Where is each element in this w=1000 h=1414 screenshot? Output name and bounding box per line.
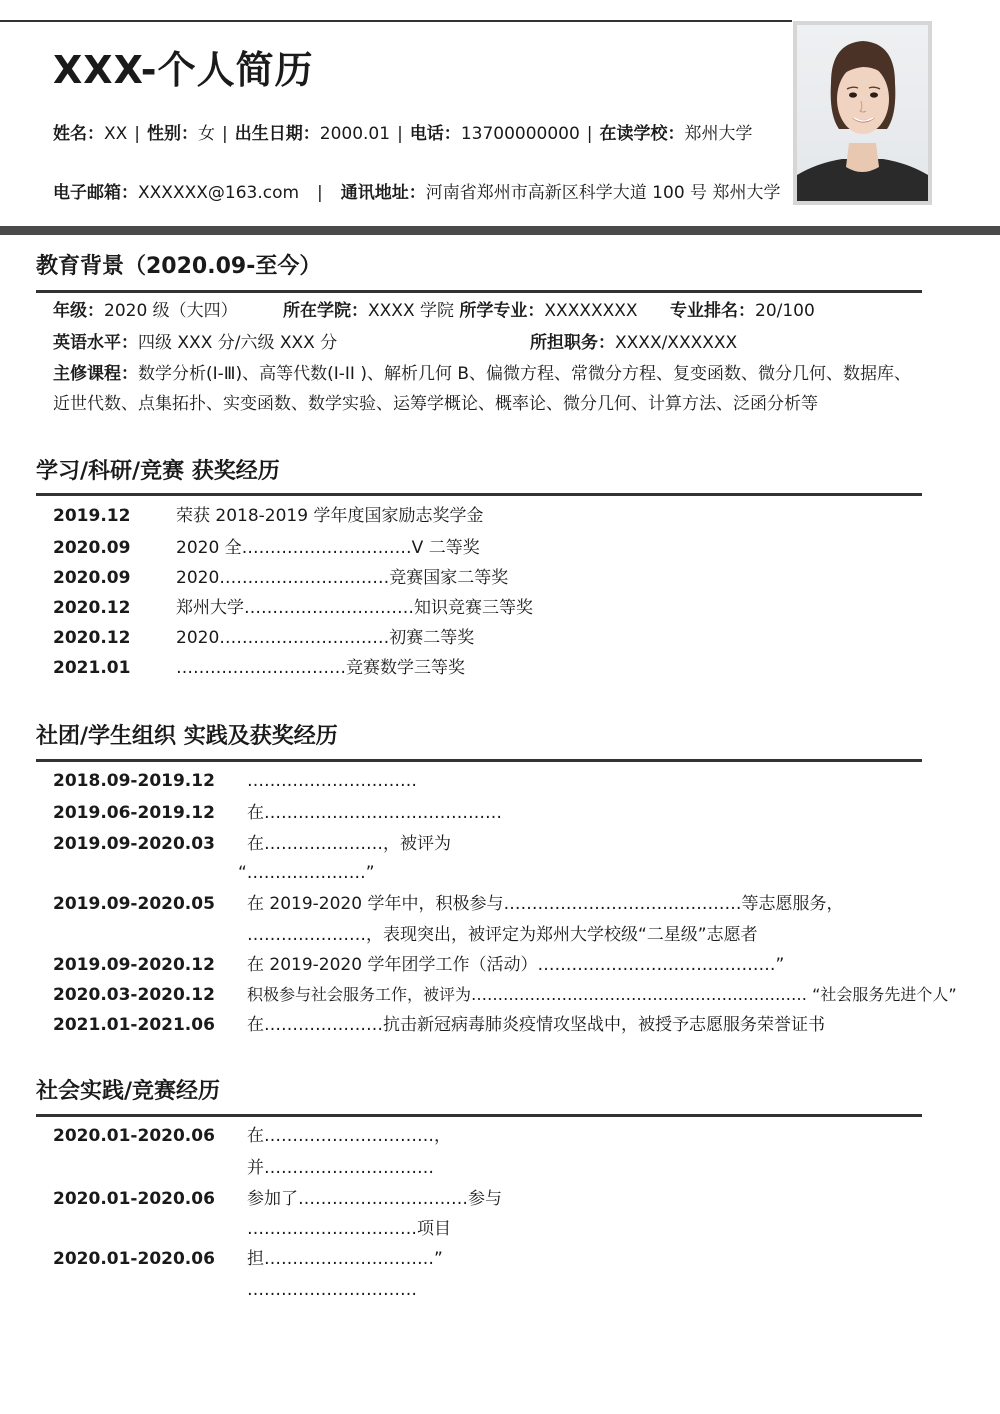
english-field — [53, 333, 337, 353]
practice-text-continued: 并………………………… — [247, 1158, 434, 1178]
separator: | — [134, 124, 141, 144]
profile-photo-frame — [793, 21, 932, 205]
rank-value: 20/100 — [755, 301, 815, 321]
section-rule — [36, 1114, 922, 1117]
club-text: ………………………… — [247, 771, 417, 791]
award-text: 2020 全…………………………V 二等奖 — [176, 538, 480, 558]
phone-label: 电话： — [409, 124, 461, 144]
award-text: 2020…………………………初赛二等奖 — [176, 628, 475, 648]
portrait-illustration — [797, 25, 928, 201]
major-label: 所学专业： — [459, 301, 545, 321]
rank-field — [670, 301, 815, 321]
header-divider-band — [0, 226, 1000, 235]
club-text: 在 2019-2020 学年团学工作（活动）……………………………………” — [247, 955, 785, 975]
award-date: 2019.12 — [53, 506, 131, 526]
clubs-section-title: 社团/学生组织 实践及获奖经历 — [36, 724, 338, 749]
separator: | — [317, 183, 323, 203]
courses-label: 主修课程： — [53, 364, 138, 384]
english-label: 英语水平： — [53, 333, 138, 353]
practice-date: 2020.01-2020.06 — [53, 1126, 215, 1146]
college-label: 所在学院： — [283, 301, 368, 321]
english-value: 四级 XXX 分/六级 XXX 分 — [138, 333, 338, 353]
email-label: 电子邮箱： — [53, 183, 138, 203]
grade-value: 2020 级（大四） — [104, 301, 238, 321]
profile-photo — [797, 25, 928, 201]
practice-text: 担…………………………” — [247, 1249, 443, 1269]
grade-field — [53, 301, 238, 321]
section-rule — [36, 493, 922, 496]
phone-value: 13700000000 — [460, 124, 580, 144]
club-text: 在…………………………………… — [247, 803, 502, 823]
name-value: XX — [104, 124, 128, 144]
education-section-title: 教育背景（2020.09-至今） — [36, 254, 322, 279]
practice-text-continued: ………………………… — [247, 1280, 417, 1300]
practice-date: 2020.01-2020.06 — [53, 1189, 215, 1209]
email-value: XXXXXX@163.com — [138, 183, 300, 203]
courses-field — [53, 364, 911, 384]
award-text: 郑州大学…………………………知识竞赛三等奖 — [176, 598, 533, 618]
major-value: XXXXXXXX — [544, 301, 638, 321]
separator: | — [586, 124, 593, 144]
address-value: 河南省郑州市高新区科学大道 100 号 郑州大学 — [425, 183, 781, 203]
section-rule — [36, 290, 922, 293]
name-label: 姓名： — [53, 124, 104, 144]
club-date: 2019.09-2020.12 — [53, 955, 215, 975]
contact-info-line — [53, 178, 780, 203]
top-rule — [0, 20, 792, 22]
courses-line: 数学分析(I-Ⅲ)、高等代数(I-II )、解析几何 B、偏微方程、常微分方程、复变函数、微分几何、数据库、 — [138, 364, 912, 384]
practice-text: 在…………………………， — [247, 1126, 451, 1146]
practice-text-continued: …………………………项目 — [247, 1219, 451, 1239]
award-text: 2020…………………………竞赛国家二等奖 — [176, 568, 509, 588]
award-date: 2021.01 — [53, 658, 131, 678]
separator: | — [222, 124, 228, 144]
club-date: 2020.03-2020.12 — [53, 985, 215, 1005]
practice-date: 2020.01-2020.06 — [53, 1249, 215, 1269]
award-date: 2020.09 — [53, 538, 131, 558]
practice-section-title: 社会实践/竞赛经历 — [36, 1079, 221, 1104]
club-text: 在 2019-2020 学年中，积极参与……………………………………等志愿服务， — [247, 894, 844, 914]
birth-label: 出生日期： — [234, 124, 320, 144]
grade-label: 年级： — [53, 301, 104, 321]
duty-label: 所担职务： — [530, 333, 615, 353]
club-date: 2021.01-2021.06 — [53, 1015, 215, 1035]
section-rule — [36, 759, 922, 762]
club-text: 在…………………，被评为 — [247, 834, 451, 854]
school-value: 郑州大学 — [684, 124, 753, 144]
gender-label: 性别： — [147, 124, 199, 144]
club-text: 积极参与社会服务工作，被评为……………………………………………………… “社会服务先进个人” — [247, 985, 957, 1004]
award-text: …………………………竞赛数学三等奖 — [176, 658, 465, 678]
gender-value: 女 — [198, 124, 216, 144]
basic-info-line — [53, 119, 753, 144]
resume-title: XXX-个人简历 — [53, 48, 314, 92]
practice-text: 参加了…………………………参与 — [247, 1189, 502, 1209]
address-label: 通讯地址： — [340, 183, 426, 203]
club-date: 2018.09-2019.12 — [53, 771, 215, 791]
award-date: 2020.12 — [53, 628, 131, 648]
school-label: 在读学校： — [599, 124, 685, 144]
club-text-continued: …………………，表现突出，被评定为郑州大学校级“二星级”志愿者 — [247, 925, 758, 945]
college-value: XXXX 学院 — [368, 301, 454, 321]
club-text-continued: “…………………” — [238, 863, 375, 883]
club-text: 在…………………抗击新冠病毒肺炎疫情攻坚战中，被授予志愿服务荣誉证书 — [247, 1015, 825, 1035]
college-major-field — [283, 301, 638, 321]
award-date: 2020.09 — [53, 568, 131, 588]
birth-value: 2000.01 — [319, 124, 391, 144]
duty-value: XXXX/XXXXXX — [615, 333, 738, 353]
awards-section-title: 学习/科研/竞赛 获奖经历 — [36, 459, 280, 484]
rank-label: 专业排名： — [670, 301, 755, 321]
club-date: 2019.06-2019.12 — [53, 803, 215, 823]
courses-line-2: 近世代数、点集拓扑、实变函数、数学实验、运筹学概论、概率论、微分几何、计算方法、泛函分析等 — [53, 394, 818, 414]
award-date: 2020.12 — [53, 598, 131, 618]
duty-field — [530, 333, 737, 353]
award-text: 荣获 2018-2019 学年度国家励志奖学金 — [176, 506, 484, 526]
club-date: 2019.09-2020.03 — [53, 834, 215, 854]
separator: | — [397, 124, 403, 144]
club-date: 2019.09-2020.05 — [53, 894, 215, 914]
